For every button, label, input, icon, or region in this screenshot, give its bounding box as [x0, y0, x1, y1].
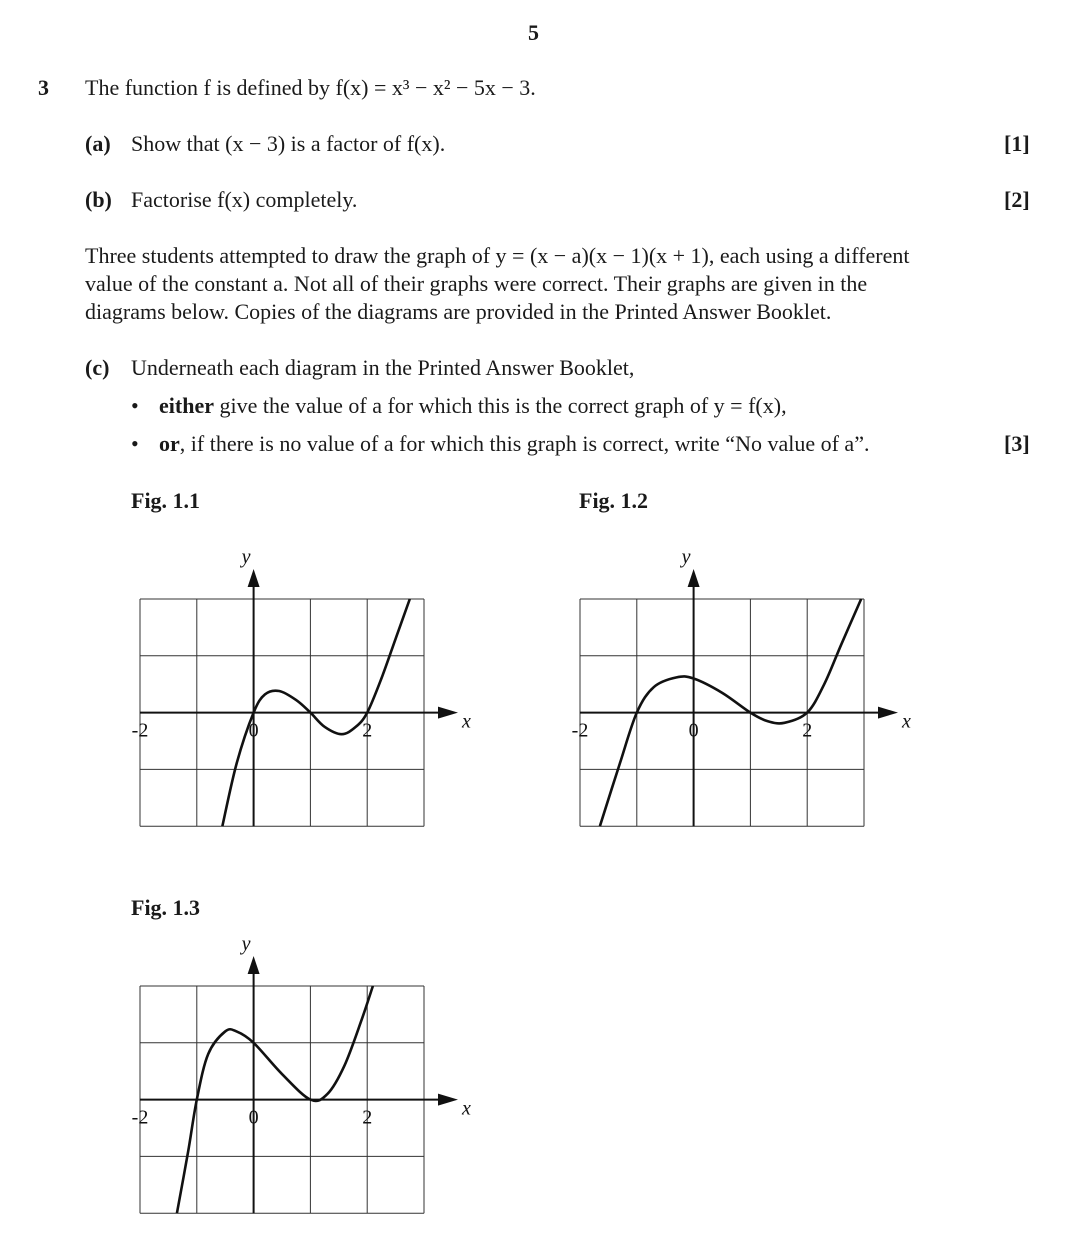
- context-line: Three students attempted to draw the graph of y = (x − a)(x − 1)(x + 1), each using a different: [85, 243, 910, 268]
- bullet-text: , if there is no value of a for which this graph is correct, write “No value of a”.: [179, 431, 870, 456]
- question-number: 3: [38, 75, 49, 100]
- bullet-dot: •: [131, 393, 139, 418]
- x-axis-arrow: [878, 707, 898, 719]
- part-c-marks: [3]: [1004, 431, 1030, 456]
- y-axis-label: y: [241, 546, 251, 568]
- x-tick-label: -2: [131, 719, 149, 742]
- context-line: diagrams below. Copies of the diagrams are provided in the Printed Answer Booklet.: [85, 299, 832, 324]
- part-c-label: (c): [85, 355, 110, 380]
- x-axis-arrow: [438, 707, 458, 719]
- x-tick-label: -2: [571, 719, 589, 742]
- bullet-or: [159, 430, 869, 458]
- x-tick-label: 0: [248, 719, 259, 742]
- part-a-marks: [1]: [1004, 131, 1030, 156]
- y-axis-arrow: [688, 569, 700, 587]
- context-paragraph: [85, 242, 995, 326]
- fig-1-2-graph: [560, 535, 930, 835]
- part-a-label: (a): [85, 131, 111, 156]
- bullet-keyword: or: [159, 431, 180, 456]
- part-a-text: Show that (x − 3) is a factor of f(x).: [131, 131, 446, 156]
- page-number: 5: [528, 20, 539, 45]
- x-tick-label: -2: [131, 1106, 149, 1129]
- context-line: value of the constant a. Not all of their graphs were correct. Their graphs are given in the: [85, 271, 868, 296]
- bullet-keyword: either: [159, 393, 214, 418]
- y-axis-arrow: [248, 569, 260, 587]
- figure-title: Fig. 1.3: [131, 895, 201, 920]
- part-c-text: Underneath each diagram in the Printed Answer Booklet,: [131, 355, 635, 380]
- x-tick-label: 2: [362, 719, 373, 742]
- part-b-text: Factorise f(x) completely.: [131, 187, 358, 212]
- fig-1-3-graph: [120, 922, 490, 1222]
- figure-title: Fig. 1.1: [131, 488, 201, 513]
- x-axis-label: x: [462, 1097, 471, 1120]
- bullet-text: give the value of a for which this is the correct graph of y = f(x),: [213, 393, 787, 418]
- bullet-either: [159, 392, 787, 420]
- x-tick-label: 2: [802, 719, 813, 742]
- fig-1-1-graph: [120, 535, 490, 835]
- x-axis-arrow: [438, 1094, 458, 1106]
- y-axis-label: y: [681, 546, 691, 568]
- x-axis-label: x: [902, 710, 911, 733]
- x-axis-label: x: [462, 710, 471, 733]
- part-b-label: (b): [85, 187, 112, 212]
- y-axis-arrow: [248, 956, 260, 974]
- part-b-marks: [2]: [1004, 187, 1030, 212]
- bullet-dot: •: [131, 431, 139, 456]
- x-tick-label: 2: [362, 1106, 373, 1129]
- question-intro: The function f is defined by f(x) = x³ − x² − 5x − 3.: [85, 75, 536, 100]
- y-axis-label: y: [241, 933, 251, 955]
- x-tick-label: 0: [688, 719, 699, 742]
- x-tick-label: 0: [248, 1106, 259, 1129]
- figure-title: Fig. 1.2: [579, 488, 649, 513]
